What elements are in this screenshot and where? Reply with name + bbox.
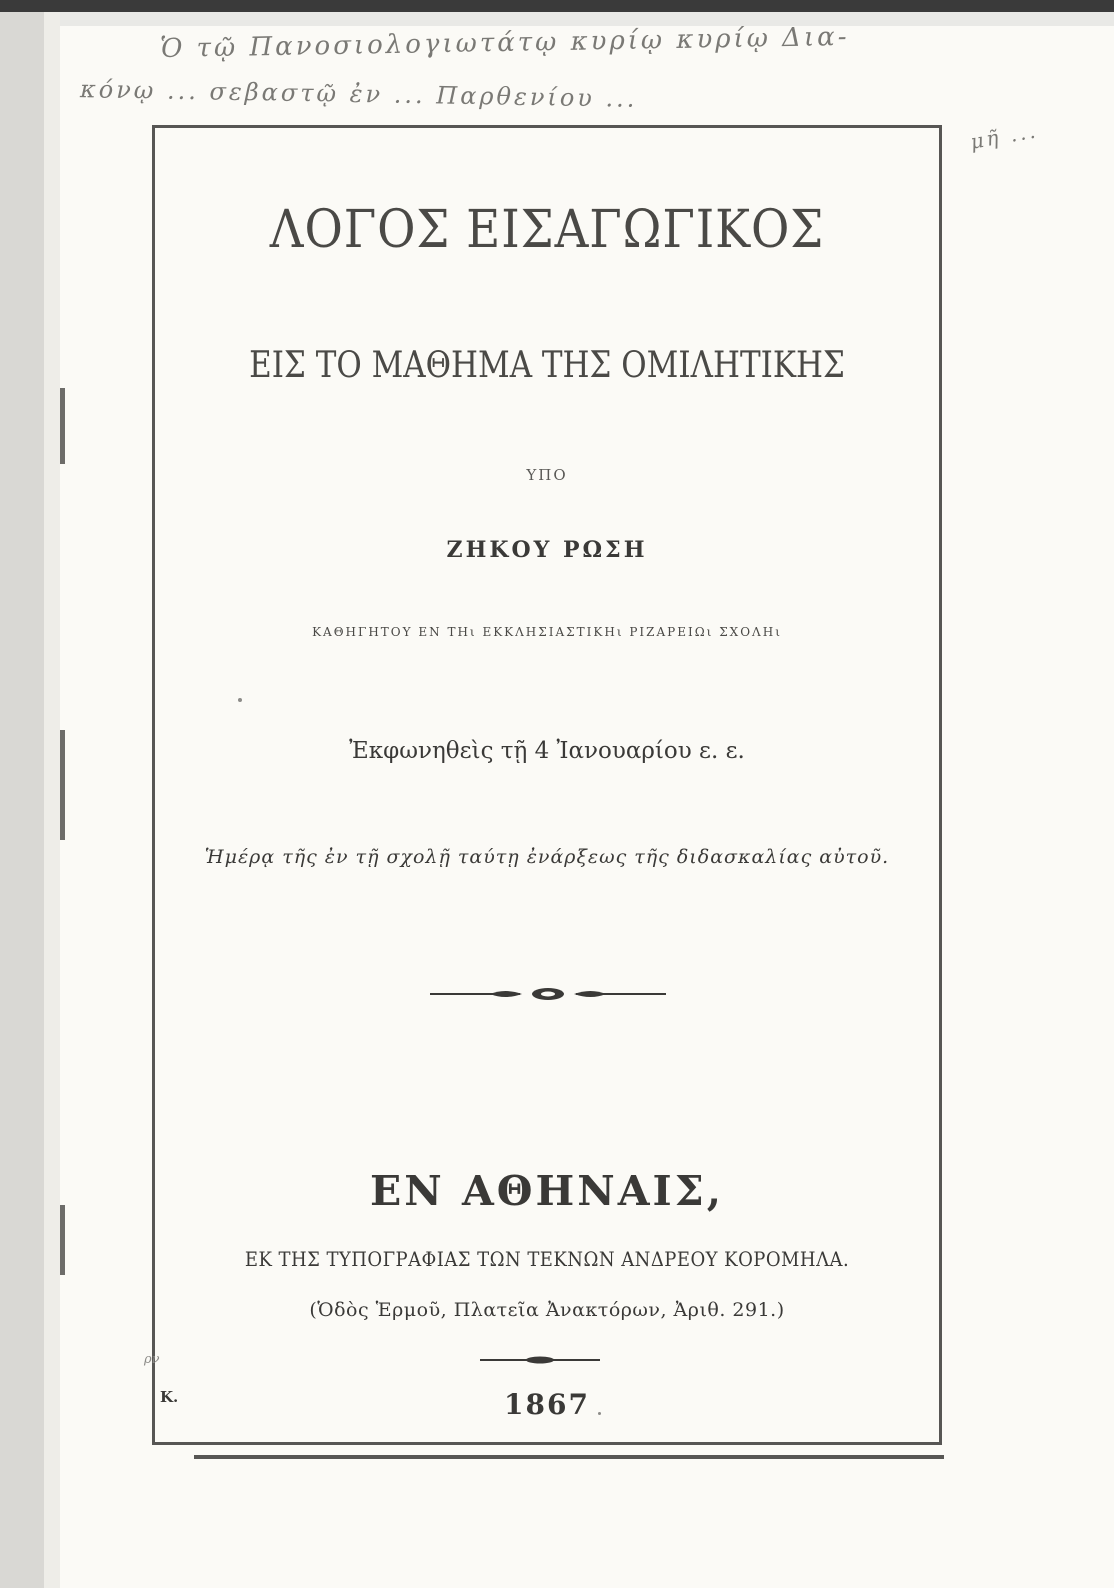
paper-speck <box>598 1412 601 1415</box>
by-label: ΥΠΟ <box>526 466 568 484</box>
printer-line: ΕΚ ΤΗΣ ΤΥΠΟΓΡΑΦΙΑΣ ΤΩΝ ΤΕΚΝΩΝ ΑΝΔΡΕΟΥ ΚΟΡΟΜΗΛΑ. <box>244 1247 850 1271</box>
author-position: ΚΑΘΗΓΗΤΟΥ ΕΝ ΤΗι ΕΚΚΛΗΣΙΑΣΤΙΚΗι ΡΙΖΑΡΕΙΩι ΣΧΟΛΗι <box>312 625 782 639</box>
author-name: ΖΗΚΟΥ ΡΩΣΗ <box>446 537 648 563</box>
binding-spine <box>0 12 47 1588</box>
dedication-line-2: κόνῳ ... σεβαστῷ ἐν ... Παρθενίου ... <box>79 75 638 113</box>
dedication-line-3: μῆ ... <box>968 118 1040 154</box>
paper-speck <box>238 698 242 702</box>
dedication-line-1: Ὁ τῷ Πανοσιολογιωτάτῳ κυρίῳ κυρίῳ Δια- <box>159 21 850 65</box>
binding-stitch <box>60 1205 65 1275</box>
publication-place: ΕΝ ΑΘΗΝΑΙΣ, <box>370 1167 724 1215</box>
occasion-line: Ἡμέρᾳ τῆς ἐν τῇ σχολῇ ταύτῃ ἐνάρξεως τῆς διδασκαλίας αὐτοῦ. <box>204 846 890 868</box>
binding-stitch <box>60 730 65 840</box>
scan-top-edge <box>0 0 1114 12</box>
ornament-rule <box>430 984 666 1004</box>
page-subtitle: ΕΙΣ ΤΟ ΜΑΘΗΜΑ ΤΗΣ ΟΜΙΛΗΤΙΚΗΣ <box>249 345 845 386</box>
binding-gutter <box>44 12 60 1588</box>
page-title: ΛΟΓΟΣ ΕΙΣΑΓΩΓΙΚΟΣ <box>269 200 825 260</box>
printer-address: (Ὁδὸς Ἑρμοῦ, Πλατεῖα Ἀνακτόρων, Ἀριθ. 291.) <box>309 1299 785 1321</box>
signature-mark: Κ. <box>160 1388 179 1406</box>
small-ornament-rule <box>480 1355 600 1365</box>
delivery-date: Ἐκφωνηθεὶς τῇ 4 Ἰανουαρίου ε. ε. <box>349 738 745 764</box>
binding-stitch <box>60 388 65 464</box>
publication-year: 1867 <box>504 1388 590 1421</box>
frame-bottom-rule <box>194 1455 944 1459</box>
margin-note: ρν <box>144 1352 160 1367</box>
